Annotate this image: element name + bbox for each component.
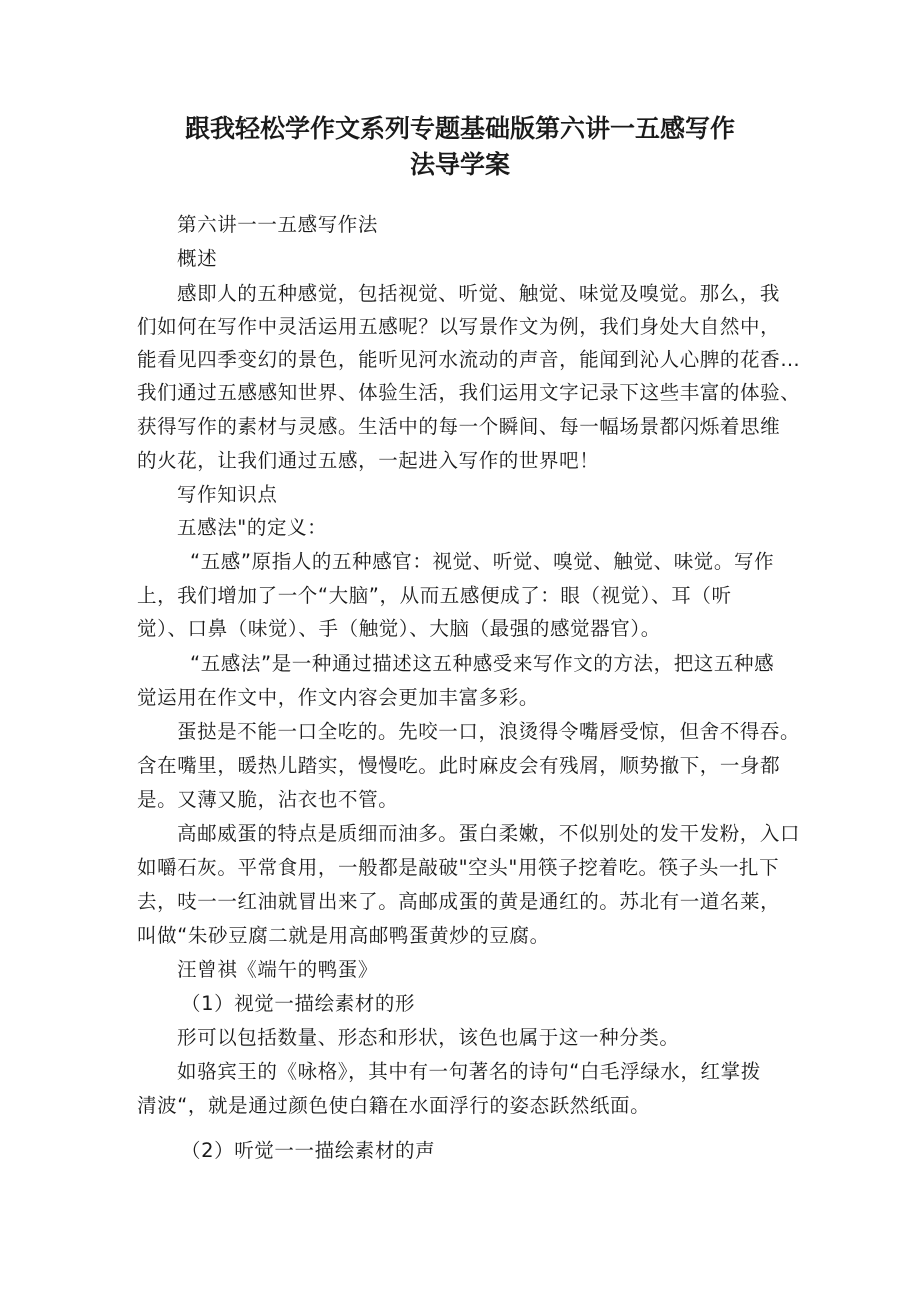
- paragraph-line: 蛋挞是不能一口全吃的。先咬一口，浪烫得令嘴唇受惊，但舍不得吞。: [177, 720, 801, 743]
- item-heading-auditory: （2）听觉一一描绘素材的声: [181, 1139, 436, 1162]
- paragraph-line: 含在嘴里，暖热儿踏实，慢慢吃。此时麻皮会有残屑，顺势撤下，一身都: [137, 754, 781, 777]
- subheading-knowledge: 写作知识点: [177, 483, 278, 506]
- paragraph-line: 我们通过五感感知世界、体验生活，我们运用文字记录下这些丰富的体验、: [137, 381, 801, 404]
- paragraph-line: 如嚼石灰。平常食用，一般都是敲破"空头"用筷子挖着吃。筷子头一扎下: [137, 856, 780, 879]
- definition-heading: 五感法"的定义：: [177, 516, 328, 539]
- item-heading-visual: （1）视觉一描绘素材的形: [181, 992, 416, 1015]
- paragraph-line: 的火花，让我们通过五感，一起进入写作的世界吧！: [137, 449, 600, 472]
- paragraph-line: 高邮威蛋的特点是质细而油多。蛋白柔嫩，不似别处的发干发粉，入口: [177, 822, 801, 845]
- subheading-overview: 概述: [177, 247, 218, 270]
- paragraph-line: “五感”原指人的五种感官：视觉、听觉、嗅觉、触觉、味觉。写作: [190, 550, 775, 573]
- paragraph-line: 觉运用在作文中，作文内容会更加丰富多彩。: [137, 686, 540, 709]
- paragraph-line: 是。又薄又脆，沾衣也不管。: [137, 788, 399, 811]
- paragraph-line: 如骆宾王的《咏格》，其中有一句著名的诗句“白毛浮绿水，红掌拨: [177, 1060, 761, 1083]
- paragraph-line: 能看见四季变幻的景色，能听见河水流动的声音，能闻到沁人心脾的花香…: [137, 348, 801, 371]
- document-title-line-1: 跟我轻松学作文系列专题基础版第六讲一五感写作: [184, 114, 735, 143]
- paragraph-line: 上，我们增加了一个“大脑”，从而五感便成了：眼（视觉）、耳（听: [137, 584, 732, 607]
- paragraph-line: 获得写作的素材与灵感。生活中的每一个瞬间、每一幅场景都闪烁着思维: [137, 415, 781, 438]
- paragraph-line: 感即人的五种感觉，包括视觉、听觉、触觉、味觉及嗅觉。那么，我: [177, 282, 781, 305]
- document-title-line-2: 法导学案: [409, 150, 510, 179]
- paragraph-line: 叫做“朱砂豆腐二就是用高邮鸭蛋黄炒的豆腐。: [137, 924, 550, 947]
- paragraph-line: 觉）、口鼻（味觉）、手（触觉）、大脑（最强的感觉器官）。: [137, 617, 661, 640]
- paragraph-line: 们如何在写作中灵活运用五感呢？以写景作文为例，我们身处大自然中，: [137, 315, 781, 338]
- paragraph-line: 去，吱一一红油就冒出来了。高邮成蛋的黄是通红的。苏北有一道名莱，: [137, 890, 781, 913]
- paragraph-line: “五感法”是一种通过描述这五种感受来写作文的方法，把这五种感: [190, 652, 775, 675]
- section-heading: 第六讲一一五感写作法: [177, 213, 379, 236]
- citation-line: 汪曾祺《端午的鸭蛋》: [177, 958, 379, 981]
- paragraph-line: 清波“，就是通过颜色使白籍在水面浮行的姿态跃然纸面。: [137, 1094, 651, 1117]
- paragraph-line: 形可以包括数量、形态和形状，该色也属于这一种分类。: [177, 1026, 680, 1049]
